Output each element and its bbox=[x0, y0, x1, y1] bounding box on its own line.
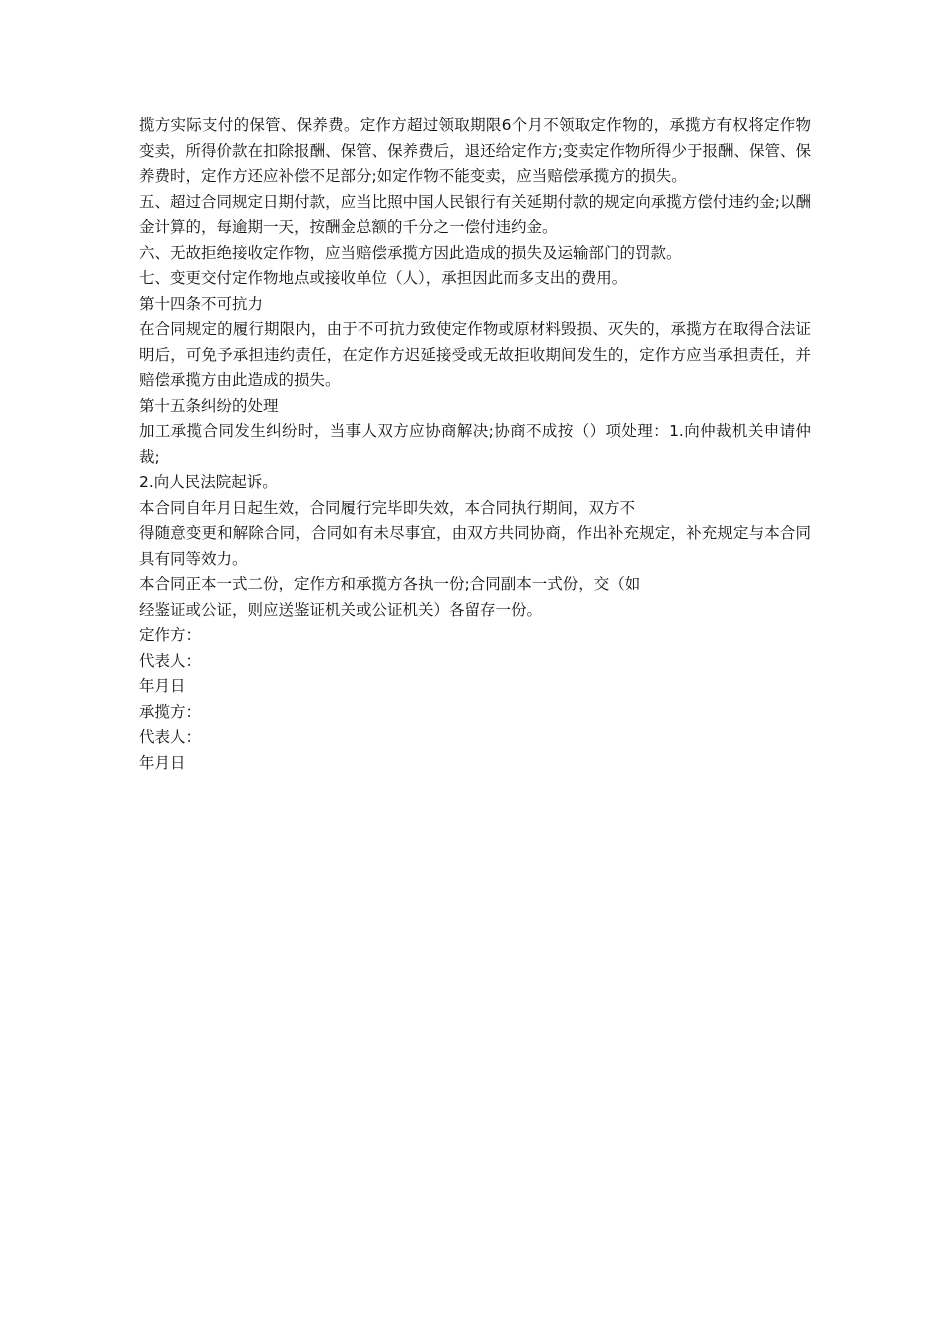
paragraph-copies: 本合同正本一式二份，定作方和承揽方各执一份;合同副本一式份，交（如 bbox=[139, 575, 641, 593]
paragraph-amendment: 得随意变更和解除合同，合同如有未尽事宜，由双方共同协商，作出补充规定，补充规定与本合同具有同等效力。 bbox=[139, 524, 811, 568]
signature-party-b: 承揽方： bbox=[139, 702, 202, 721]
paragraph-effective-date: 本合同自年月日起生效，合同履行完毕即失效，本合同执行期间，双方不 bbox=[139, 498, 636, 517]
heading-article-14: 第十四条不可抗力 bbox=[139, 294, 264, 313]
paragraph-clause-7: 七、变更交付定作物地点或接收单位（人），承担因此而多支出的费用。 bbox=[139, 269, 628, 287]
signature-party-a: 定作方： bbox=[139, 626, 202, 644]
paragraph-dispute: 加工承揽合同发生纠纷时，当事人双方应协商解决;协商不成按（）项处理：1.向仲裁机关申请仲裁; bbox=[139, 422, 811, 466]
heading-article-15: 第十五条纠纷的处理 bbox=[139, 396, 279, 415]
document-body bbox=[139, 113, 811, 776]
signature-representative-b: 代表人： bbox=[139, 728, 202, 746]
paragraph-clause-6: 六、无故拒绝接收定作物，应当赔偿承揽方因此造成的损失及运输部门的罚款。 bbox=[139, 243, 682, 262]
signature-date-a: 年月日 bbox=[139, 677, 186, 695]
paragraph-court-option: 2.向人民法院起诉。 bbox=[139, 473, 278, 491]
signature-representative-a: 代表人： bbox=[139, 651, 202, 670]
paragraph-clause-5: 五、超过合同规定日期付款，应当比照中国人民银行有关延期付款的规定向承揽方偿付违约金;以酬金计算的，每逾期一天，按酬金总额的千分之一偿付违约金。 bbox=[139, 192, 811, 236]
paragraph-force-majeure: 在合同规定的履行期限内，由于不可抗力致使定作物或原材料毁损、灭失的，承揽方在取得合法证明后，可免予承担违约责任，在定作方迟延接受或无故拒收期间发生的，定作方应当承担责任，并赔偿承揽方由此造成的损失。 bbox=[139, 320, 811, 389]
signature-date-b: 年月日 bbox=[139, 753, 186, 772]
paragraph-notarization: 经鉴证或公证，则应送鉴证机关或公证机关）各留存一份。 bbox=[139, 600, 543, 619]
paragraph-storage-fees: 揽方实际支付的保管、保养费。定作方超过领取期限6个月不领取定作物的，承揽方有权将定作物变卖，所得价款在扣除报酬、保管、保养费后，退还给定作方;变卖定作物所得少于报酬、保管、保养费时，定作方还应补偿不足部分;如定作物不能变卖，应当赔偿承揽方的损失。 bbox=[139, 116, 811, 185]
